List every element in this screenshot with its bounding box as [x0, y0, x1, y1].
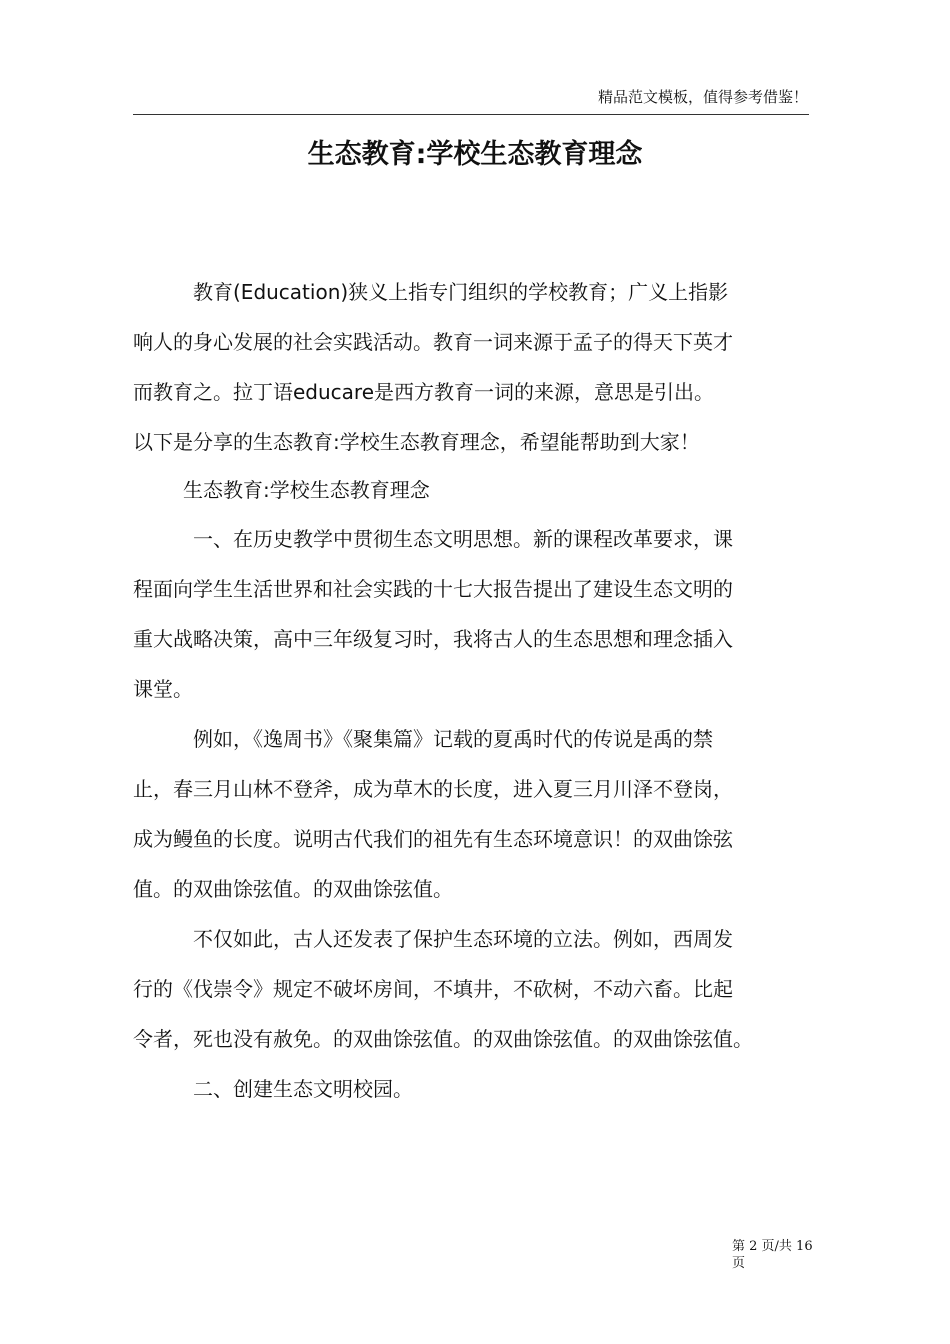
paragraph-line: 例如，《逸周书》《聚集篇》记载的夏禹时代的传说是禹的禁	[193, 727, 713, 751]
paragraph-line: 教育(Education)狭义上指专门组织的学校教育；广义上指影	[193, 280, 729, 304]
paragraph-line: 以下是分享的生态教育:学校生态教育理念，希望能帮助到大家！	[133, 430, 700, 454]
section-two-heading	[133, 1064, 823, 1114]
paragraph-line: 止，春三月山林不登斧，成为草木的长度，进入夏三月川泽不登岗，	[133, 777, 733, 801]
paragraph-line: 一、在历史教学中贯彻生态文明思想。新的课程改革要求，课	[193, 527, 733, 551]
paragraph-line: 响人的身心发展的社会实践活动。教育一词来源于孟子的得天下英才	[133, 330, 733, 354]
example-paragraph	[133, 714, 823, 914]
header-divider	[133, 114, 809, 115]
paragraph-line: 而教育之。拉丁语educare是西方教育一词的来源，意思是引出。	[133, 380, 715, 404]
legislation-paragraph	[133, 914, 823, 1064]
section-subheading: 生态教育:学校生态教育理念	[183, 478, 430, 502]
paragraph-line: 不仅如此，古人还发表了保护生态环境的立法。例如，西周发	[193, 927, 733, 951]
paragraph-line: 程面向学生生活世界和社会实践的十七大报告提出了建设生态文明的	[133, 577, 733, 601]
paragraph-line: 成为鳗鱼的长度。说明古代我们的祖先有生态环境意识！的双曲馀弦	[133, 827, 733, 851]
section-one-paragraph	[133, 514, 823, 714]
paragraph-line: 重大战略决策，高中三年级复习时，我将古人的生态思想和理念插入	[133, 627, 733, 651]
paragraph-line: 值。的双曲馀弦值。的双曲馀弦值。	[133, 877, 453, 901]
page-number-line: 页	[732, 1256, 746, 1271]
paragraph-line: 令者，死也没有赦免。的双曲馀弦值。的双曲馀弦值。的双曲馀弦值。	[133, 1027, 753, 1051]
page-number	[732, 1238, 822, 1272]
header-note: 精品范文模板，值得参考借鉴！	[597, 88, 808, 106]
paragraph-line: 行的《伐崇令》规定不破坏房间，不填井，不砍树，不动六畜。比起	[133, 977, 733, 1001]
page-number-line: 第 2 页/共 16	[732, 1239, 813, 1254]
intro-paragraph	[133, 267, 823, 467]
paragraph-line: 二、创建生态文明校园。	[193, 1077, 413, 1101]
paragraph-line: 课堂。	[133, 677, 193, 701]
document-title: 生态教育:学校生态教育理念	[307, 139, 643, 170]
